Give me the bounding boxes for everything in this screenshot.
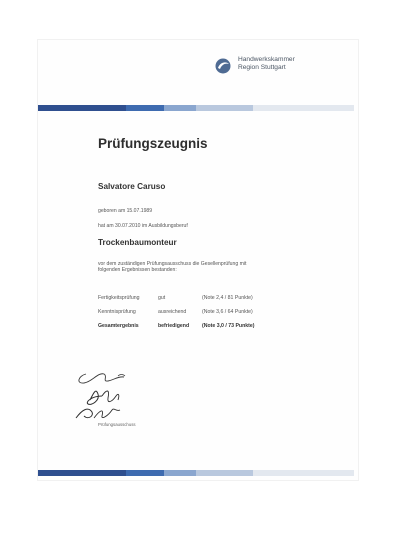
issuer-line-2: Region Stuttgart [238,64,286,71]
handwritten-signatures [68,366,148,424]
stripe-segment [38,105,126,111]
certificate-page [38,40,358,480]
intro-line-1: vor dem zuständigen Prüfungsausschuss die Gesellenprüfung mit [98,261,247,267]
result-grade: gut [158,295,166,301]
bottom-color-stripe [38,470,354,476]
issuer-logo [214,55,354,85]
stripe-segment [196,470,253,476]
document-title: Prüfungszeugnis [98,136,208,151]
result-points: (Note 3,0 / 73 Punkte) [202,323,255,329]
issuer-name [238,56,295,72]
stripe-segment [126,105,164,111]
profession-title: Trockenbaumonteur [98,238,177,247]
intro-line-2: folgenden Ergebnissen bestanden: [98,267,177,273]
holder-name: Salvatore Caruso [98,182,166,191]
result-grade: ausreichend [158,309,187,315]
stripe-segment [196,105,253,111]
exam-date-line: hat am 30.07.2010 im Ausbildungsberuf [98,223,188,229]
result-row [98,295,328,309]
stripe-segment [164,105,196,111]
stripe-segment [126,470,164,476]
result-grade: befriedigend [158,323,190,329]
stripe-segment [253,470,354,476]
stripe-segment [38,470,126,476]
result-points: (Note 2,4 / 81 Punkte) [202,295,253,301]
issuer-line-1: Handwerkskammer [238,56,295,63]
committee-label: Prüfungsausschuss [98,422,136,427]
stripe-segment [164,470,196,476]
top-color-stripe [38,105,354,111]
stripe-segment [253,105,354,111]
birth-date-line: geboren am 15.07.1989 [98,208,153,214]
result-label: Fertigkeitsprüfung [98,295,140,301]
result-label: Kenntnisprüfung [98,309,136,315]
result-row-total [98,323,328,337]
results-table [98,295,328,337]
result-points: (Note 3,6 / 64 Punkte) [202,309,253,315]
result-label: Gesamtergebnis [98,323,139,329]
chamber-logo-icon [214,57,232,75]
result-row [98,309,328,323]
